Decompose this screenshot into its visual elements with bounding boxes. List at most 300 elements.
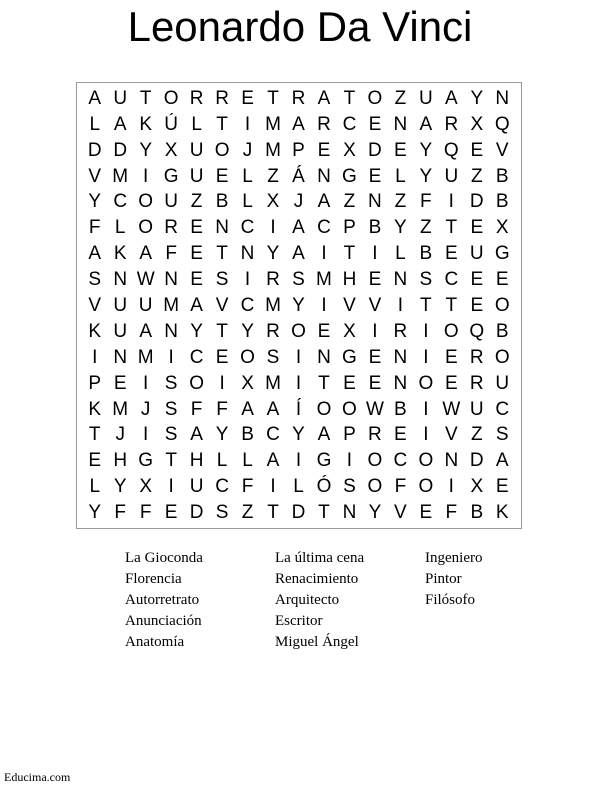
grid-letter[interactable]: S	[343, 476, 356, 498]
grid-letter[interactable]: R	[266, 320, 280, 342]
grid-letter[interactable]: I	[346, 450, 353, 472]
grid-letter[interactable]: R	[164, 217, 178, 239]
grid-letter[interactable]: Z	[267, 165, 279, 187]
grid-letter[interactable]: T	[216, 243, 228, 265]
grid-letter[interactable]: S	[292, 269, 305, 291]
grid-letter[interactable]: G	[163, 165, 179, 187]
grid-letter[interactable]: N	[393, 346, 408, 368]
grid-letter[interactable]: C	[317, 217, 331, 239]
grid-letter[interactable]: I	[295, 372, 302, 394]
grid-letter[interactable]: I	[423, 398, 429, 420]
word-item: Florencia	[125, 571, 182, 587]
grid-letter[interactable]: M	[163, 294, 180, 316]
grid-letter[interactable]: S	[164, 398, 178, 420]
grid-letter[interactable]: M	[112, 398, 129, 420]
grid-letter[interactable]: O	[494, 346, 510, 368]
grid-letter[interactable]: R	[317, 113, 331, 135]
grid-letter[interactable]: N	[444, 450, 459, 472]
grid-letter[interactable]: A	[88, 87, 102, 109]
grid-letter[interactable]: M	[265, 113, 281, 135]
grid-letter[interactable]: I	[168, 346, 174, 368]
grid-letter[interactable]: O	[418, 372, 434, 394]
grid-letter[interactable]: E	[317, 320, 331, 342]
grid-letter[interactable]: P	[88, 372, 102, 394]
grid-letter[interactable]: Z	[190, 191, 203, 213]
grid-letter[interactable]: X	[139, 476, 153, 498]
grid-letter[interactable]: C	[495, 398, 510, 420]
grid-letter[interactable]: I	[143, 424, 149, 446]
grid-letter[interactable]: O	[367, 87, 383, 109]
grid-letter[interactable]: X	[164, 139, 178, 161]
grid-letter[interactable]: N	[113, 346, 128, 368]
grid-letter[interactable]: G	[342, 346, 357, 368]
grid-letter[interactable]: A	[266, 450, 280, 472]
grid-letter[interactable]: A	[292, 113, 305, 135]
grid-letter[interactable]: I	[295, 450, 302, 472]
grid-letter[interactable]: I	[270, 217, 276, 239]
grid-letter[interactable]: D	[87, 139, 102, 161]
grid-letter[interactable]: Y	[470, 87, 484, 109]
grid-letter[interactable]: Z	[241, 502, 254, 524]
grid-letter[interactable]: M	[316, 269, 332, 291]
grid-letter[interactable]: B	[215, 191, 229, 213]
grid-letter[interactable]: N	[393, 269, 408, 291]
grid-letter[interactable]: T	[318, 502, 330, 524]
grid-letter[interactable]: C	[113, 191, 128, 213]
grid-letter[interactable]: C	[266, 424, 280, 446]
grid-letter[interactable]: L	[89, 476, 101, 498]
grid-letter[interactable]: C	[240, 294, 255, 316]
grid-letter[interactable]: E	[470, 217, 484, 239]
grid-letter[interactable]: O	[443, 320, 459, 342]
grid-letter[interactable]: N	[317, 165, 331, 187]
grid-letter[interactable]: P	[343, 424, 356, 446]
grid-letter[interactable]: Y	[215, 424, 229, 446]
grid-letter[interactable]: L	[242, 165, 253, 187]
grid-letter[interactable]: I	[397, 294, 404, 316]
grid-letter[interactable]: M	[265, 139, 281, 161]
grid-letter[interactable]: B	[241, 424, 254, 446]
grid-letter[interactable]: D	[189, 502, 204, 524]
grid-letter[interactable]: A	[113, 113, 127, 135]
grid-letter[interactable]: G	[138, 450, 154, 472]
grid-letter[interactable]: B	[495, 165, 509, 187]
grid-letter[interactable]: S	[164, 424, 178, 446]
grid-letter[interactable]: U	[138, 294, 153, 316]
grid-letter[interactable]: F	[394, 476, 407, 498]
grid-letter[interactable]: S	[495, 424, 509, 446]
grid-letter[interactable]: O	[138, 217, 154, 239]
grid-letter[interactable]: Ú	[164, 113, 178, 135]
grid-letter[interactable]: C	[444, 269, 459, 291]
grid-letter[interactable]: G	[316, 450, 332, 472]
grid-letter[interactable]: I	[423, 424, 429, 446]
grid-letter[interactable]: E	[215, 346, 229, 368]
grid-letter[interactable]: V	[368, 294, 382, 316]
grid-letter[interactable]: E	[241, 87, 254, 109]
grid-letter[interactable]: B	[470, 502, 484, 524]
grid-letter[interactable]: A	[292, 217, 305, 239]
grid-letter[interactable]: M	[137, 346, 154, 368]
grid-letter[interactable]: I	[372, 320, 378, 342]
grid-letter[interactable]: T	[420, 294, 432, 316]
grid-letter[interactable]: U	[189, 476, 204, 498]
grid-letter[interactable]: A	[139, 243, 153, 265]
grid-letter[interactable]: G	[342, 165, 357, 187]
grid-letter[interactable]: Y	[292, 294, 305, 316]
grid-letter[interactable]: H	[113, 450, 128, 472]
grid-letter[interactable]: T	[445, 294, 458, 316]
grid-letter[interactable]: F	[114, 502, 126, 524]
grid-letter[interactable]: F	[139, 502, 152, 524]
grid-letter[interactable]: Y	[394, 217, 407, 239]
grid-letter[interactable]: V	[88, 294, 102, 316]
grid-letter[interactable]: R	[215, 87, 229, 109]
grid-letter[interactable]: E	[368, 165, 382, 187]
word-item: La Gioconda	[125, 550, 203, 566]
grid-letter[interactable]: L	[242, 450, 253, 472]
grid-letter[interactable]: N	[215, 217, 229, 239]
grid-letter[interactable]: Y	[88, 191, 102, 213]
grid-letter[interactable]: V	[343, 294, 356, 316]
grid-letter[interactable]: Y	[292, 424, 305, 446]
grid-letter[interactable]: L	[395, 165, 406, 187]
grid-letter[interactable]: T	[343, 87, 356, 109]
grid-letter[interactable]: F	[190, 398, 203, 420]
grid-letter[interactable]: T	[216, 113, 228, 135]
grid-letter[interactable]: L	[395, 243, 406, 265]
grid-letter[interactable]: F	[420, 191, 432, 213]
grid-letter[interactable]: R	[291, 87, 306, 109]
grid-letter[interactable]: T	[139, 87, 152, 109]
grid-letter[interactable]: Q	[469, 320, 485, 342]
grid-letter[interactable]: I	[244, 113, 251, 135]
grid-letter[interactable]: T	[318, 372, 330, 394]
grid-letter[interactable]: E	[215, 165, 229, 187]
grid-letter[interactable]: A	[292, 243, 305, 265]
grid-letter[interactable]: A	[88, 243, 102, 265]
grid-letter[interactable]: T	[216, 320, 228, 342]
grid-letter[interactable]: O	[342, 398, 357, 420]
grid-letter[interactable]: V	[88, 165, 102, 187]
grid-letter[interactable]: X	[241, 372, 254, 394]
grid-letter[interactable]: S	[164, 372, 178, 394]
grid-letter[interactable]: E	[368, 346, 382, 368]
grid-letter[interactable]: F	[88, 217, 101, 239]
grid-letter[interactable]: U	[189, 139, 204, 161]
grid-letter[interactable]: N	[164, 269, 178, 291]
grid-letter[interactable]: Z	[394, 87, 407, 109]
grid-letter[interactable]: S	[419, 269, 433, 291]
grid-letter[interactable]: L	[216, 450, 228, 472]
grid-letter[interactable]: Z	[394, 191, 407, 213]
grid-letter[interactable]: J	[115, 424, 125, 446]
grid-letter[interactable]: F	[165, 243, 177, 265]
grid-letter[interactable]: Z	[343, 191, 356, 213]
grid-letter[interactable]: I	[295, 346, 302, 368]
grid-letter[interactable]: E	[394, 139, 407, 161]
grid-letter[interactable]: X	[470, 113, 484, 135]
grid-letter[interactable]: E	[368, 113, 382, 135]
grid-letter[interactable]: A	[266, 398, 280, 420]
grid-letter[interactable]: D	[113, 139, 128, 161]
word-item: Renacimiento	[275, 571, 359, 587]
grid-letter[interactable]: V	[444, 424, 458, 446]
grid-letter[interactable]: E	[190, 217, 203, 239]
grid-letter[interactable]: V	[495, 139, 509, 161]
grid-letter[interactable]: R	[266, 269, 280, 291]
grid-letter[interactable]: K	[139, 113, 153, 135]
grid-letter[interactable]: P	[343, 217, 356, 239]
grid-letter[interactable]: M	[112, 165, 129, 187]
grid-letter[interactable]: B	[495, 320, 509, 342]
grid-letter[interactable]: R	[469, 346, 484, 368]
grid-letter[interactable]: I	[321, 294, 327, 316]
grid-letter[interactable]: R	[444, 113, 459, 135]
grid-letter[interactable]: R	[189, 87, 204, 109]
grid-letter[interactable]: E	[495, 476, 509, 498]
grid-letter[interactable]: D	[368, 139, 382, 161]
grid-letter[interactable]: E	[368, 269, 382, 291]
grid-letter[interactable]: T	[343, 243, 356, 265]
grid-letter[interactable]: J	[140, 398, 151, 420]
grid-letter[interactable]: R	[368, 424, 382, 446]
grid-letter[interactable]: Q	[494, 113, 510, 135]
grid-letter[interactable]: N	[317, 346, 331, 368]
grid-letter[interactable]: A	[317, 424, 331, 446]
grid-letter[interactable]: T	[267, 502, 279, 524]
grid-letter[interactable]: W	[442, 398, 461, 420]
grid-letter[interactable]: S	[88, 269, 102, 291]
grid-letter[interactable]: O	[214, 139, 230, 161]
puzzle-title: Leonardo Da Vinci	[127, 3, 473, 50]
grid-letter[interactable]: O	[291, 320, 306, 342]
grid-letter[interactable]: Ó	[316, 476, 332, 498]
grid-letter[interactable]: N	[113, 269, 128, 291]
grid-letter[interactable]: Á	[292, 165, 305, 187]
grid-letter[interactable]: I	[143, 372, 149, 394]
grid-letter[interactable]: F	[445, 502, 458, 524]
grid-letter[interactable]: F	[216, 398, 228, 420]
word-column	[125, 548, 275, 650]
grid-letter[interactable]: E	[164, 502, 178, 524]
grid-letter[interactable]: H	[342, 269, 357, 291]
grid-letter[interactable]: C	[342, 113, 357, 135]
grid-letter[interactable]: A	[419, 113, 433, 135]
grid-letter[interactable]: Y	[139, 139, 153, 161]
grid-letter[interactable]: O	[418, 476, 434, 498]
grid-letter[interactable]: N	[368, 191, 382, 213]
grid-letter[interactable]: F	[241, 476, 254, 498]
grid-letter[interactable]: I	[423, 320, 429, 342]
grid-letter[interactable]: Í	[295, 398, 302, 420]
grid-letter[interactable]: T	[267, 87, 279, 109]
grid-letter[interactable]: L	[114, 217, 126, 239]
grid-letter[interactable]: U	[113, 87, 128, 109]
grid-letter[interactable]: U	[495, 372, 510, 394]
word-list	[125, 548, 525, 650]
grid-letter[interactable]: Y	[266, 243, 280, 265]
grid-letter[interactable]: A	[317, 191, 331, 213]
grid-letter[interactable]: K	[88, 320, 102, 342]
grid-letter[interactable]: O	[163, 87, 179, 109]
letter-grid[interactable]	[76, 82, 522, 529]
grid-letter[interactable]: C	[393, 450, 408, 472]
grid-letter[interactable]: I	[244, 269, 251, 291]
grid-letter[interactable]: E	[419, 502, 433, 524]
grid-letter[interactable]: Y	[419, 139, 433, 161]
grid-letter[interactable]: I	[92, 346, 98, 368]
grid-letter[interactable]: L	[293, 476, 304, 498]
grid-letter[interactable]: R	[393, 320, 408, 342]
grid-letter[interactable]: S	[215, 269, 229, 291]
grid-letter[interactable]: N	[240, 243, 255, 265]
grid-letter[interactable]: S	[266, 346, 280, 368]
grid-letter[interactable]: Y	[190, 320, 203, 342]
grid-letter[interactable]: Z	[470, 424, 483, 446]
grid-letter[interactable]: A	[495, 450, 509, 472]
grid-letter[interactable]: U	[113, 294, 128, 316]
grid-letter[interactable]: Y	[368, 502, 382, 524]
grid-letter[interactable]: S	[215, 502, 229, 524]
grid-letter[interactable]: I	[423, 346, 429, 368]
grid-letter[interactable]: N	[495, 87, 510, 109]
grid-letter[interactable]: U	[444, 165, 459, 187]
grid-letter[interactable]: I	[143, 165, 149, 187]
grid-letter[interactable]: P	[292, 139, 305, 161]
grid-letter[interactable]: B	[419, 243, 433, 265]
grid-letter[interactable]: U	[469, 398, 484, 420]
grid-letter[interactable]: Z	[420, 217, 432, 239]
grid-letter[interactable]: X	[343, 320, 356, 342]
grid-letter[interactable]: W	[136, 269, 155, 291]
grid-letter[interactable]: E	[444, 346, 458, 368]
grid-letter[interactable]: I	[448, 191, 454, 213]
grid-letter[interactable]: E	[113, 372, 127, 394]
grid-letter[interactable]: O	[494, 294, 510, 316]
grid-letter[interactable]: E	[317, 139, 331, 161]
grid-letter[interactable]: N	[393, 113, 408, 135]
grid-letter[interactable]: I	[372, 243, 378, 265]
grid-letter[interactable]: W	[365, 398, 384, 420]
grid-letter[interactable]: O	[367, 450, 383, 472]
grid-letter[interactable]: M	[265, 372, 281, 394]
grid-letter[interactable]: A	[317, 87, 331, 109]
grid-letter[interactable]: D	[469, 450, 484, 472]
grid-letter[interactable]: T	[445, 217, 458, 239]
grid-letter[interactable]: J	[242, 139, 253, 161]
grid-letter[interactable]: E	[470, 269, 484, 291]
footer-credit: Educima.com	[4, 770, 71, 784]
grid-letter[interactable]: A	[241, 398, 254, 420]
grid-letter[interactable]: I	[168, 476, 174, 498]
grid-letter[interactable]: E	[444, 243, 458, 265]
grid-letter[interactable]: K	[88, 398, 102, 420]
grid-letter[interactable]: I	[448, 476, 454, 498]
grid-letter[interactable]: A	[190, 424, 203, 446]
grid-letter[interactable]: A	[190, 294, 203, 316]
grid-letter[interactable]: R	[469, 372, 484, 394]
grid-letter[interactable]: C	[240, 217, 255, 239]
grid-letter[interactable]: E	[470, 294, 484, 316]
grid-letter[interactable]: H	[189, 450, 204, 472]
grid-letter[interactable]: K	[113, 243, 127, 265]
grid-letter[interactable]: G	[494, 243, 510, 265]
grid-letter[interactable]: Y	[241, 320, 254, 342]
grid-letter[interactable]: O	[418, 450, 434, 472]
grid-letter[interactable]: M	[265, 294, 281, 316]
grid-letter[interactable]: I	[321, 243, 327, 265]
grid-letter[interactable]: E	[394, 424, 407, 446]
grid-letter[interactable]: V	[394, 502, 407, 524]
grid-letter[interactable]: B	[495, 191, 509, 213]
grid-letter[interactable]: E	[190, 243, 203, 265]
grid-letter[interactable]: A	[444, 87, 458, 109]
grid-letter[interactable]: N	[342, 502, 357, 524]
grid-letter[interactable]: T	[88, 424, 101, 446]
grid-letter[interactable]: Z	[470, 165, 483, 187]
grid-letter[interactable]: E	[444, 372, 458, 394]
grid-letter[interactable]: O	[367, 476, 383, 498]
word-item: La última cena	[275, 550, 365, 566]
grid-letter[interactable]: C	[215, 476, 229, 498]
grid-letter[interactable]: D	[469, 191, 484, 213]
grid-letter[interactable]: X	[343, 139, 356, 161]
grid-letter[interactable]: J	[293, 191, 304, 213]
grid-letter[interactable]: U	[418, 87, 433, 109]
grid-letter[interactable]: Y	[419, 165, 433, 187]
grid-letter[interactable]: I	[270, 476, 276, 498]
grid-letter[interactable]: Y	[113, 476, 127, 498]
grid-letter[interactable]: O	[189, 372, 204, 394]
grid-letter[interactable]: E	[470, 139, 484, 161]
grid-letter[interactable]: X	[470, 476, 484, 498]
grid-letter[interactable]: Y	[88, 502, 102, 524]
grid-letter[interactable]: O	[316, 398, 332, 420]
grid-letter[interactable]: X	[266, 191, 280, 213]
grid-letter[interactable]: U	[189, 165, 204, 187]
grid-letter[interactable]: U	[164, 191, 178, 213]
grid-letter[interactable]: D	[291, 502, 306, 524]
grid-letter[interactable]: O	[138, 191, 154, 213]
grid-letter[interactable]: L	[89, 113, 101, 135]
grid-letter[interactable]: E	[495, 269, 509, 291]
grid-letter[interactable]: U	[469, 243, 484, 265]
word-item: Anatomía	[125, 634, 185, 650]
grid-letter[interactable]: V	[215, 294, 229, 316]
grid-letter[interactable]: B	[394, 398, 407, 420]
grid-letter[interactable]: O	[240, 346, 255, 368]
grid-letter[interactable]: K	[495, 502, 509, 524]
grid-letter[interactable]: A	[139, 320, 153, 342]
grid-letter[interactable]: X	[495, 217, 509, 239]
grid-letter[interactable]: N	[164, 320, 178, 342]
word-item: Arquitecto	[275, 592, 340, 608]
grid-letter[interactable]: C	[189, 346, 204, 368]
grid-letter[interactable]: E	[368, 372, 382, 394]
grid-letter[interactable]: E	[343, 372, 356, 394]
grid-letter[interactable]: E	[88, 450, 102, 472]
grid-letter[interactable]: E	[190, 269, 203, 291]
grid-letter[interactable]: L	[191, 113, 202, 135]
grid-letter[interactable]: I	[219, 372, 225, 394]
grid-letter[interactable]: L	[242, 191, 253, 213]
grid-letter[interactable]: U	[113, 320, 128, 342]
grid-letter[interactable]: T	[165, 450, 177, 472]
grid-letter[interactable]: B	[368, 217, 382, 239]
grid-letter[interactable]: Q	[443, 139, 459, 161]
grid-letter[interactable]: N	[393, 372, 408, 394]
